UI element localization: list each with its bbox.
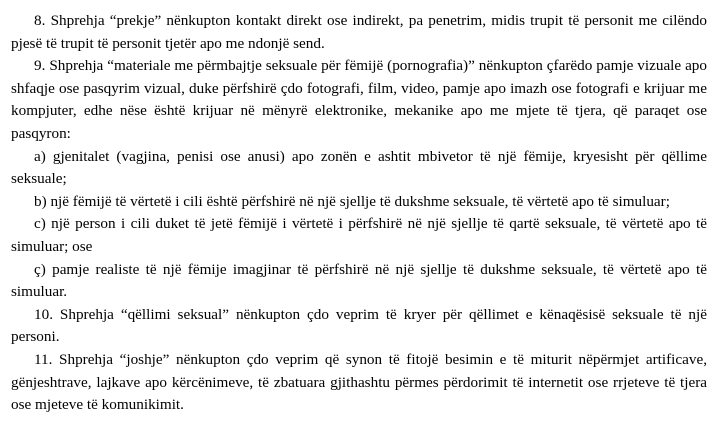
paragraph-9-item-ç: ç) pamje realiste të një fëmije imagjinar të përfshirë në një sjellje të dukshme seksuale, të vërtetë apo të simuluar.: [11, 260, 707, 301]
paragraph-10: 10. Shprehja “qëllimi seksual” nënkupton çdo veprim të kryer për qëllimet e kënaqësisë seksuale të një personi.: [11, 305, 707, 346]
paragraph-9-item-a: a) gjenitalet (vagjina, penisi ose anusi) apo zonën e ashtit mbivetor të një fëmije, kryesisht për qëllime seksuale;: [11, 147, 707, 188]
paragraph-9: 9. Shprehja “materiale me përmbajtje seksuale për fëmijë (pornografia)” nënkupton çfarëdo pamje vizuale apo shfaqje ose pasqyrim vizual, duke përfshirë çdo fotografi, film, video, pamje apo imazh ose fotografi e krijuar me kompjuter, edhe nëse është krijuar në mënyrë elektronike, mekanike apo me mjete të tjera, që paraqet ose pasqyron:: [11, 57, 707, 142]
paragraph-8: 8. Shprehja “prekje” nënkupton kontakt direkt ose indirekt, pa penetrim, midis trupit të personit me cilëndo pjesë të trupit të personit tjetër apo me ndonjë send.: [11, 12, 707, 52]
paragraph-9-item-c: c) një person i cili duket të jetë fëmijë i vërtetë i përfshirë në një sjellje të qartë seksuale, të vërtetë apo të simuluar; ose: [11, 215, 707, 255]
paragraph-11: 11. Shprehja “joshje” nënkupton çdo veprim që synon të fitojë besimin e të miturit nëpërmjet artificave, gënjeshtrave, lajkave apo kërcënimeve, të zbatuara gjithashtu përmes përdorimit të internetit ose rrjeteve të tjera ose mjeteve të komunikimit.: [11, 350, 707, 414]
paragraph-9-item-b: b) një fëmijë të vërtetë i cili është përfshirë në një sjellje të dukshme seksuale, të vërtetë apo të simuluar;: [34, 192, 670, 210]
